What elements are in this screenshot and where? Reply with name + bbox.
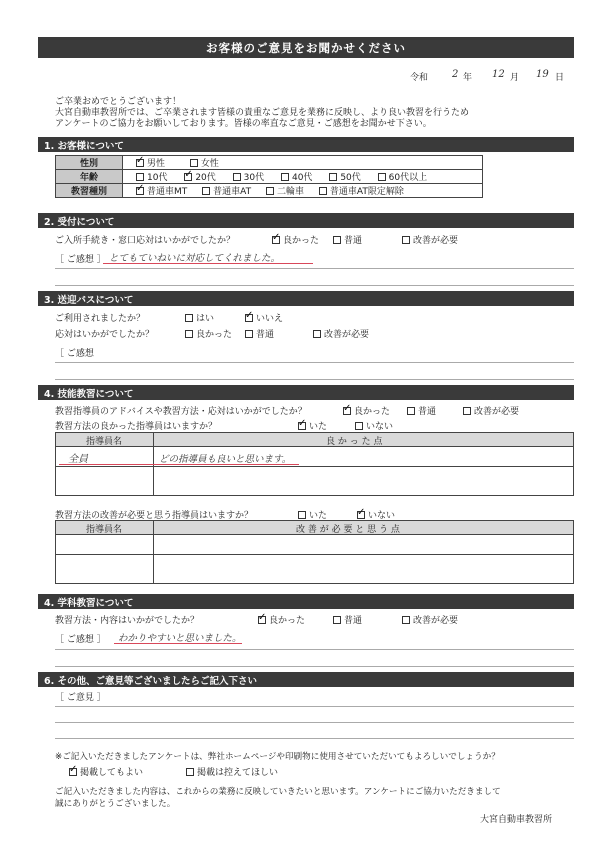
checkbox-checked-icon [258, 616, 266, 624]
comment-line [55, 268, 574, 269]
highlight-underline [103, 263, 313, 264]
date-day-unit: 日 [555, 73, 565, 83]
checkbox-icon [186, 768, 194, 776]
column-good-points: 良 か っ た 点 [326, 437, 383, 447]
date-month[interactable]: 12 [492, 69, 505, 80]
checkbox-checked-icon [69, 768, 77, 776]
checkbox-icon [185, 314, 193, 322]
bus-usage-yes[interactable]: はい [185, 311, 214, 324]
lecture-normal[interactable]: 普通 [333, 613, 362, 626]
column-divider [153, 521, 154, 583]
opinion-label: ［ ご意見 ］ [55, 693, 106, 703]
intro-line-3: アンケートのご協力をお願いしております。皆様の率直なご意見・ご感想をお聞かせ下さい。 [55, 119, 432, 129]
intro-line-2: 大宮自動車教習所では、ご卒業されます皆様の貴重なご意見を業務に反映し、より良い教習を行うため [55, 108, 470, 118]
organization-name: 大宮自動車教習所 [480, 815, 553, 825]
section-2-header: 2. 受付について [38, 213, 574, 228]
intro-line-1: ご卒業おめでとうございます！ [55, 97, 182, 107]
checkbox-icon [281, 173, 289, 181]
instructor-question: 教習指導員のアドバイスや教習方法・応対はいかがでしたか？ [55, 407, 307, 417]
checkbox-icon [402, 616, 410, 624]
table-header [56, 521, 573, 535]
bus-usage-question: ご利用されましたか？ [55, 314, 146, 324]
good-instructor-no[interactable]: いない [355, 419, 393, 432]
age-30s[interactable]: 30代 [233, 173, 264, 183]
checkbox-checked-icon [357, 511, 365, 519]
checkbox-checked-icon [136, 187, 144, 195]
checkbox-checked-icon [343, 407, 351, 415]
reception-good[interactable]: ✓ 良かった [272, 233, 319, 246]
age-50s[interactable]: 50代 [329, 173, 360, 183]
checkbox-icon [245, 330, 253, 338]
checkbox-icon [202, 187, 210, 195]
type-mt[interactable]: ✓ 普通車MT [136, 187, 187, 197]
publish-question: ※ご記入いただきましたアンケートは、弊社ホームページや印刷物に使用させていただいてもよろしいでしょうか？ [55, 752, 500, 762]
checkbox-icon [319, 187, 327, 195]
checkbox-icon [136, 173, 144, 181]
type-motorcycle[interactable]: 二輪車 [266, 187, 304, 197]
section-4-header: 4. 技能教習について [38, 385, 574, 400]
checkbox-icon [402, 236, 410, 244]
row-divider [56, 466, 573, 467]
age-label: 年齢 [56, 170, 123, 184]
bus-service-normal[interactable]: 普通 [245, 327, 274, 340]
reception-normal[interactable]: 普通 [333, 233, 362, 246]
age-20s[interactable]: ✓ 20代 [184, 173, 215, 183]
comment-line [55, 379, 574, 380]
bus-comment-label: ［ ご感想 [55, 349, 94, 359]
bus-service-good[interactable]: 良かった [185, 327, 232, 340]
date-month-unit: 月 [510, 73, 520, 83]
checkbox-icon [333, 616, 341, 624]
date-day[interactable]: 19 [536, 69, 549, 80]
gender-male[interactable]: ✓ 男性 [136, 159, 165, 169]
section-1-header: 1. お客様について [38, 137, 574, 152]
comment-line [55, 666, 574, 667]
row-divider [56, 554, 573, 555]
checkbox-icon [378, 173, 386, 181]
good-instructor-point[interactable]: どの指導員も良いと思います。 [159, 454, 292, 465]
checkbox-checked-icon [298, 422, 306, 430]
lecture-question: 教習方法・内容はいかがでしたか？ [55, 616, 200, 626]
opinion-line[interactable] [55, 722, 574, 723]
good-instructor-name[interactable]: 全員 [68, 454, 88, 465]
checkbox-icon [329, 173, 337, 181]
improve-instructor-no[interactable]: ✓ いない [357, 508, 395, 521]
reception-comment-label: ［ ご感想 ］ [55, 255, 106, 265]
section-6-header: 6. その他、ご意見等ございましたらご記入下さい [38, 672, 574, 687]
column-instructor-name: 指導員名 [86, 525, 123, 535]
checkbox-icon [333, 236, 341, 244]
checkbox-icon [266, 187, 274, 195]
reception-improve[interactable]: 改善が必要 [402, 233, 458, 246]
thanks-line-1: ご記入いただきました内容は、これからの業務に反映していきたいと思います。アンケートにご協力いただきまして [55, 787, 501, 797]
checkbox-icon [313, 330, 321, 338]
checkbox-icon [298, 511, 306, 519]
publish-ok[interactable]: ✓掲載してもよい [69, 765, 143, 778]
comment-line [55, 285, 574, 286]
section-5-header: 4. 学科教習について [38, 594, 574, 609]
opinion-line[interactable] [55, 706, 574, 707]
good-instructor-yes[interactable]: ✓ いた [298, 419, 327, 432]
age-40s[interactable]: 40代 [281, 173, 312, 183]
improve-instructor-table [55, 520, 574, 584]
type-at[interactable]: 普通車AT [202, 187, 251, 197]
checkbox-icon [355, 422, 363, 430]
publish-no[interactable]: 掲載は控えてほしい [186, 765, 278, 778]
bus-usage-no[interactable]: ✓ いいえ [245, 311, 283, 324]
lecture-good[interactable]: ✓ 良かった [258, 613, 305, 626]
instructor-improve[interactable]: 改善が必要 [463, 404, 519, 417]
opinion-line[interactable] [55, 738, 574, 739]
type-at-removal[interactable]: 普通車AT限定解除 [319, 187, 404, 197]
date-year-unit: 年 [463, 73, 473, 83]
gender-options [123, 156, 483, 170]
checkbox-checked-icon [245, 314, 253, 322]
reception-comment[interactable]: とてもていねいに対応してくれました。 [109, 253, 281, 264]
highlight-underline [59, 464, 299, 465]
lecture-comment-label: ［ ご感想 ］ [55, 635, 106, 645]
checkbox-icon [407, 407, 415, 415]
comment-line [55, 362, 574, 363]
section-3-header: 3. 送迎バスについて [38, 291, 574, 306]
age-10s[interactable]: 10代 [136, 173, 167, 183]
column-improve-points: 改 善 が 必 要 と 思 う 点 [296, 525, 400, 535]
customer-profile-table [55, 155, 483, 198]
column-instructor-name: 指導員名 [86, 437, 123, 447]
good-instructor-question: 教習方法の良かった指導員はいますか？ [55, 422, 218, 432]
improve-instructor-yes[interactable]: いた [298, 508, 327, 521]
checkbox-icon [463, 407, 471, 415]
checkbox-checked-icon [272, 236, 280, 244]
date-era: 令和 [410, 73, 429, 83]
highlight-underline [114, 643, 242, 644]
checkbox-icon [185, 330, 193, 338]
improve-instructor-question: 教習方法の改善が必要と思う指導員はいますか？ [55, 511, 254, 521]
checkbox-icon [190, 159, 198, 167]
comment-line [55, 649, 574, 650]
checkbox-checked-icon [136, 159, 144, 167]
bus-service-question: 応対はいかがでしたか？ [55, 330, 155, 340]
instructor-normal[interactable]: 普通 [407, 404, 436, 417]
date-year[interactable]: 2 [452, 69, 459, 80]
instructor-good[interactable]: ✓ 良かった [343, 404, 390, 417]
thanks-line-2: 誠にありがとうございました。 [55, 799, 176, 809]
bus-service-improve[interactable]: 改善が必要 [313, 327, 369, 340]
age-60s-plus[interactable]: 60代以上 [378, 173, 427, 183]
gender-label: 性別 [56, 156, 123, 170]
gender-female[interactable]: 女性 [190, 159, 219, 169]
form-title: お客様のご意見をお聞かせください [38, 37, 574, 58]
course-type-options [123, 184, 483, 198]
course-type-label: 教習種別 [56, 184, 123, 198]
checkbox-icon [233, 173, 241, 181]
age-options [123, 170, 483, 184]
lecture-improve[interactable]: 改善が必要 [402, 613, 458, 626]
checkbox-checked-icon [184, 173, 192, 181]
lecture-comment[interactable]: わかりやすいと思いました。 [118, 633, 242, 644]
table-header [56, 433, 573, 447]
reception-question: ご入所手続き・窓口応対はいかがでしたか？ [55, 236, 236, 246]
